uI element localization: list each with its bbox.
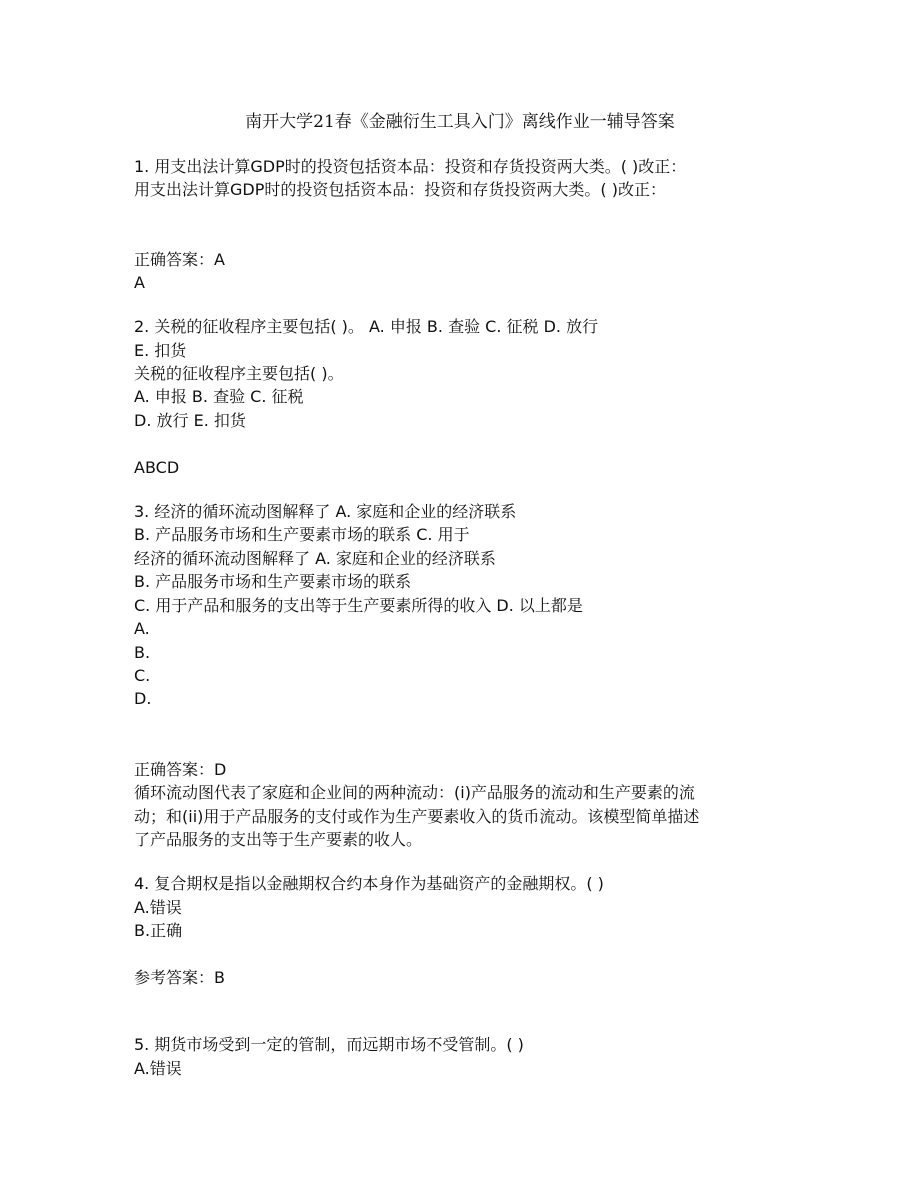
- q3-stem-line5: C. 用于产品和服务的支出等于生产要素所得的收入 D. 以上都是: [134, 596, 583, 615]
- q3-explanation-line2: 动；和(ii)用于产品服务的支付或作为生产要素收入的货币流动。该模型简单描述: [134, 807, 700, 826]
- q2-options-line2: D. 放行 E. 扣货: [134, 411, 246, 430]
- q3-stem-line4: B. 产品服务市场和生产要素市场的联系: [134, 572, 412, 591]
- q4-answer: 参考答案：B: [134, 968, 225, 987]
- q2-answer: ABCD: [134, 458, 180, 477]
- q5-option-a: A.错误: [134, 1059, 182, 1078]
- q3-option-a: A.: [134, 619, 150, 638]
- document-title: 南开大学21春《金融衍生工具入门》离线作业一辅导答案: [245, 112, 675, 132]
- q4-option-b: B.正确: [134, 921, 183, 940]
- q3-stem-line1: 3. 经济的循环流动图解释了 A. 家庭和企业的经济联系: [134, 502, 517, 521]
- q1-stem-line1: 1. 用支出法计算GDP时的投资包括资本品：投资和存货投资两大类。( )改正：: [134, 157, 687, 176]
- q2-options-line1: A. 申报 B. 查验 C. 征税: [134, 387, 304, 406]
- q3-option-b: B.: [134, 643, 151, 662]
- q3-explanation-line3: 了产品服务的支出等于生产要素的收人。: [134, 830, 423, 849]
- q2-stem-line3: 关税的征收程序主要包括( )。: [134, 364, 344, 383]
- q3-explanation-line1: 循环流动图代表了家庭和企业间的两种流动：(i)产品服务的流动和生产要素的流: [134, 783, 695, 802]
- q1-answer: 正确答案：A: [134, 250, 225, 269]
- q5-stem: 5. 期货市场受到一定的管制，而远期市场不受管制。( ): [134, 1035, 524, 1054]
- q4-option-a: A.错误: [134, 898, 182, 917]
- q3-option-d: D.: [134, 689, 152, 708]
- q2-stem-line1: 2. 关税的征收程序主要包括( )。 A. 申报 B. 查验 C. 征税 D. 放行: [134, 317, 599, 336]
- q1-stem-line2: 用支出法计算GDP时的投资包括资本品：投资和存货投资两大类。( )改正：: [134, 180, 666, 199]
- q4-stem: 4. 复合期权是指以金融期权合约本身作为基础资产的金融期权。( ): [134, 874, 604, 893]
- q3-stem-line2: B. 产品服务市场和生产要素市场的联系 C. 用于: [134, 525, 470, 544]
- q3-option-c: C.: [134, 666, 151, 685]
- q3-stem-line3: 经济的循环流动图解释了 A. 家庭和企业的经济联系: [134, 549, 496, 568]
- q2-stem-line2: E. 扣货: [134, 341, 187, 360]
- q1-explanation: A: [134, 273, 145, 292]
- q3-answer: 正确答案：D: [134, 760, 227, 779]
